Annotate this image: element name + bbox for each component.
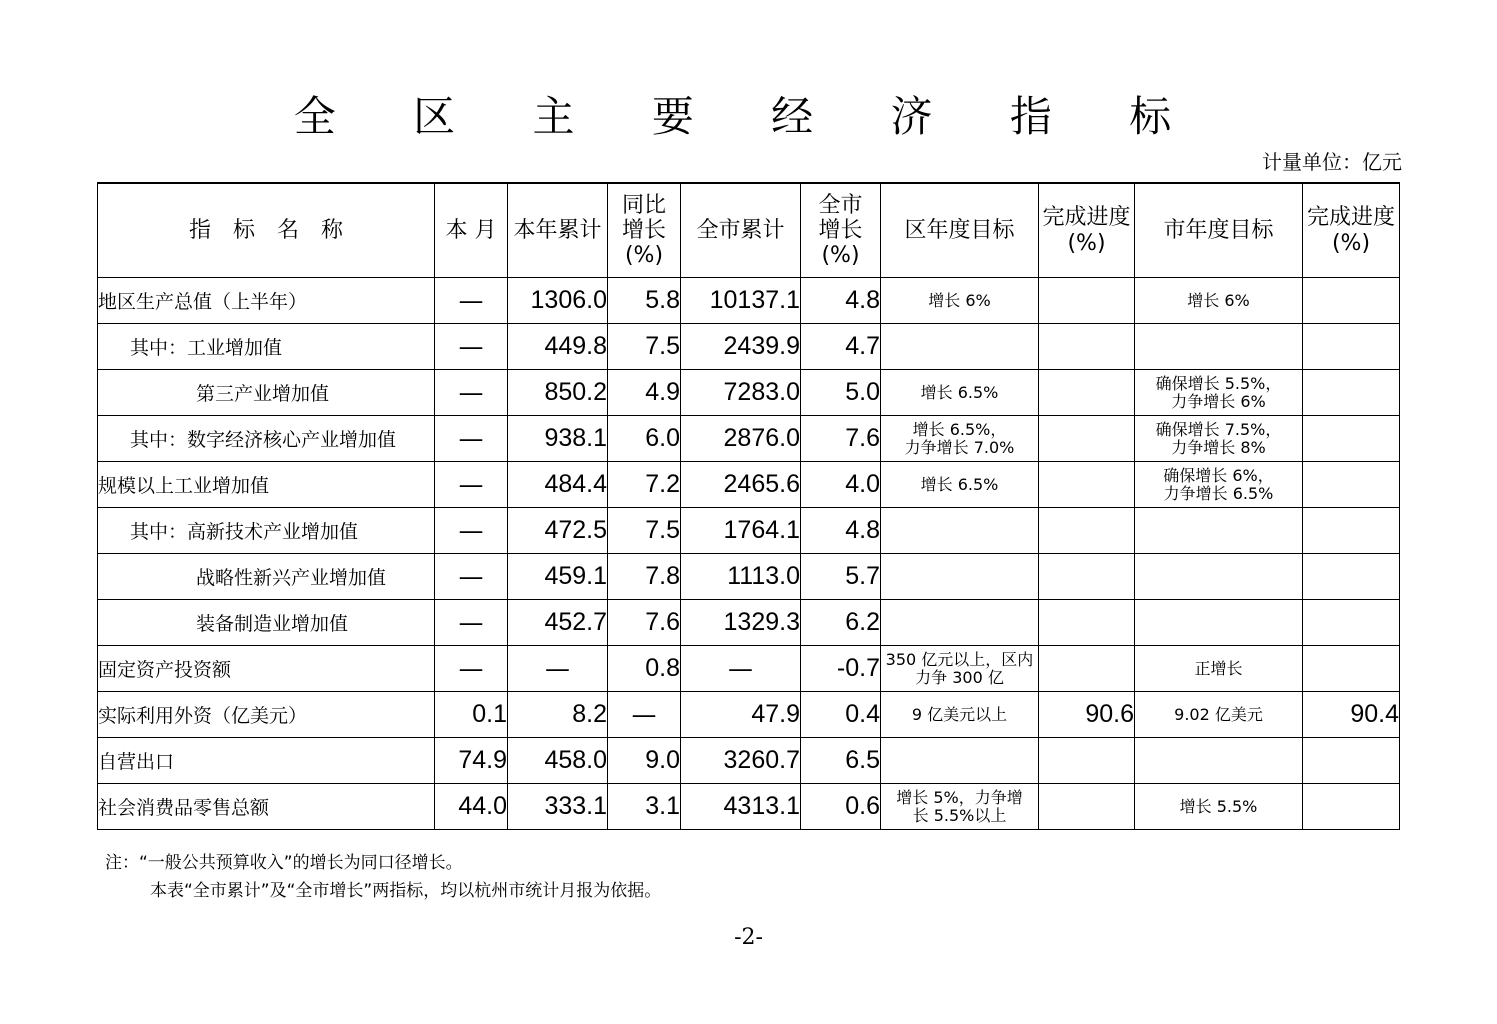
- table-cell: 5.7: [801, 554, 881, 600]
- table-cell: [1039, 738, 1135, 784]
- note-line-2: 本表“全市累计”及“全市增长”两指标，均以杭州市统计月报为依据。: [150, 881, 662, 901]
- table-cell: 6.2: [801, 600, 881, 646]
- table-cell: [1039, 508, 1135, 554]
- indicator-name-cell: 战略性新兴产业增加值: [98, 554, 435, 600]
- table-cell: —: [435, 278, 508, 324]
- table-cell: —: [608, 692, 681, 738]
- table-cell: 5.0: [801, 370, 881, 416]
- table-cell: 4.8: [801, 508, 881, 554]
- table-cell: 7.2: [608, 462, 681, 508]
- page-number: -2-: [734, 925, 763, 950]
- indicator-name-cell: 其中：高新技术产业增加值: [98, 508, 435, 554]
- header-cell: 完成进度 (%): [1039, 183, 1135, 278]
- table-header-row: [98, 183, 1400, 278]
- table-cell: 938.1: [508, 416, 608, 462]
- page-title: 全 区 主 要 经 济 指 标: [293, 92, 1204, 141]
- table-cell: [1303, 738, 1400, 784]
- table-cell: [1039, 784, 1135, 830]
- table-cell: 增长 5%，力争增 长 5.5%以上: [881, 784, 1039, 830]
- table-cell: [1303, 416, 1400, 462]
- indicator-name-cell: 其中：工业增加值: [98, 324, 435, 370]
- indicator-name-cell: 规模以上工业增加值: [98, 462, 435, 508]
- table-cell: 7.6: [608, 600, 681, 646]
- table-row: [98, 416, 1400, 462]
- table-cell: 1113.0: [681, 554, 801, 600]
- table-cell: [1303, 462, 1400, 508]
- table-cell: 6.0: [608, 416, 681, 462]
- table-cell: 7.6: [801, 416, 881, 462]
- table-cell: 7.8: [608, 554, 681, 600]
- indicator-name-cell: 固定资产投资额: [98, 646, 435, 692]
- table-row: [98, 784, 1400, 830]
- note-line-1: 注：“一般公共预算收入”的增长为同口径增长。: [105, 853, 463, 873]
- table-cell: 850.2: [508, 370, 608, 416]
- table-cell: 2465.6: [681, 462, 801, 508]
- table-cell: 4.7: [801, 324, 881, 370]
- table-cell: [1303, 646, 1400, 692]
- table-cell: [1303, 508, 1400, 554]
- table-cell: 47.9: [681, 692, 801, 738]
- table-cell: [881, 508, 1039, 554]
- table-row: [98, 646, 1400, 692]
- table-cell: 1764.1: [681, 508, 801, 554]
- table-cell: [1039, 462, 1135, 508]
- header-cell: 指 标 名 称: [98, 183, 435, 278]
- table-cell: 增长 6.5%， 力争增长 7.0%: [881, 416, 1039, 462]
- header-cell: 本年累计: [508, 183, 608, 278]
- table-cell: [1303, 784, 1400, 830]
- table-cell: [881, 324, 1039, 370]
- table-cell: 0.8: [608, 646, 681, 692]
- table-cell: 5.8: [608, 278, 681, 324]
- table-cell: 4.9: [608, 370, 681, 416]
- table-cell: [1039, 646, 1135, 692]
- table-cell: 333.1: [508, 784, 608, 830]
- table-cell: 3260.7: [681, 738, 801, 784]
- header-cell: 同比 增长 (%): [608, 183, 681, 278]
- indicator-name-cell: 自营出口: [98, 738, 435, 784]
- table-cell: 9.02 亿美元: [1135, 692, 1303, 738]
- table-cell: 1306.0: [508, 278, 608, 324]
- table-cell: 7.5: [608, 324, 681, 370]
- table-cell: 4313.1: [681, 784, 801, 830]
- table-cell: 0.6: [801, 784, 881, 830]
- table-cell: [1039, 600, 1135, 646]
- unit-label: 计量单位：亿元: [1262, 150, 1402, 174]
- table-cell: 484.4: [508, 462, 608, 508]
- table-row: [98, 692, 1400, 738]
- table-cell: 增长 5.5%: [1135, 784, 1303, 830]
- table-cell: 3.1: [608, 784, 681, 830]
- table-cell: 458.0: [508, 738, 608, 784]
- table-cell: [1303, 370, 1400, 416]
- table-cell: 1329.3: [681, 600, 801, 646]
- table-cell: —: [435, 324, 508, 370]
- indicator-name-cell: 装备制造业增加值: [98, 600, 435, 646]
- table-cell: —: [435, 462, 508, 508]
- table-cell: 90.6: [1039, 692, 1135, 738]
- table-cell: [1135, 508, 1303, 554]
- table-cell: 0.1: [435, 692, 508, 738]
- table-cell: 确保增长 5.5%， 力争增长 6%: [1135, 370, 1303, 416]
- table-row: [98, 324, 1400, 370]
- table-cell: —: [435, 370, 508, 416]
- table-cell: 2439.9: [681, 324, 801, 370]
- table-cell: [1135, 324, 1303, 370]
- table-cell: —: [435, 508, 508, 554]
- header-cell: 全市 增长 (%): [801, 183, 881, 278]
- table-cell: [1303, 600, 1400, 646]
- table-cell: 9.0: [608, 738, 681, 784]
- table-cell: [1135, 600, 1303, 646]
- table-cell: [1039, 370, 1135, 416]
- table-row: [98, 508, 1400, 554]
- table-cell: 7.5: [608, 508, 681, 554]
- table-cell: [881, 554, 1039, 600]
- table-cell: [1039, 554, 1135, 600]
- table-cell: [1039, 416, 1135, 462]
- indicator-name-cell: 实际利用外资（亿美元）: [98, 692, 435, 738]
- table-cell: 增长 6.5%: [881, 462, 1039, 508]
- table-row: [98, 278, 1400, 324]
- table-cell: [1039, 278, 1135, 324]
- header-cell: 区年度目标: [881, 183, 1039, 278]
- table-cell: [881, 600, 1039, 646]
- table-cell: 74.9: [435, 738, 508, 784]
- table-cell: 增长 6.5%: [881, 370, 1039, 416]
- table-cell: —: [435, 600, 508, 646]
- table-cell: 452.7: [508, 600, 608, 646]
- table-cell: [1303, 324, 1400, 370]
- table-row: [98, 370, 1400, 416]
- header-cell: 本 月: [435, 183, 508, 278]
- table-cell: 7283.0: [681, 370, 801, 416]
- table-cell: 8.2: [508, 692, 608, 738]
- table-cell: 确保增长 7.5%， 力争增长 8%: [1135, 416, 1303, 462]
- table-cell: 正增长: [1135, 646, 1303, 692]
- indicator-table: [97, 182, 1400, 830]
- table-cell: [1135, 738, 1303, 784]
- indicator-name-cell: 其中：数字经济核心产业增加值: [98, 416, 435, 462]
- table-cell: 增长 6%: [881, 278, 1039, 324]
- table-cell: 确保增长 6%， 力争增长 6.5%: [1135, 462, 1303, 508]
- indicator-name-cell: 第三产业增加值: [98, 370, 435, 416]
- header-cell: 完成进度 (%): [1303, 183, 1400, 278]
- table-cell: [881, 738, 1039, 784]
- table-cell: 10137.1: [681, 278, 801, 324]
- table-cell: [1039, 324, 1135, 370]
- table-cell: 44.0: [435, 784, 508, 830]
- table-cell: 459.1: [508, 554, 608, 600]
- table-cell: 449.8: [508, 324, 608, 370]
- table-cell: —: [435, 646, 508, 692]
- header-cell: 全市累计: [681, 183, 801, 278]
- table-row: [98, 462, 1400, 508]
- table-row: [98, 600, 1400, 646]
- table-cell: 0.4: [801, 692, 881, 738]
- table-cell: —: [435, 554, 508, 600]
- header-cell: 市年度目标: [1135, 183, 1303, 278]
- indicator-name-cell: 地区生产总值（上半年）: [98, 278, 435, 324]
- table-cell: -0.7: [801, 646, 881, 692]
- table-cell: 4.8: [801, 278, 881, 324]
- table-cell: 6.5: [801, 738, 881, 784]
- table-cell: 2876.0: [681, 416, 801, 462]
- table-cell: —: [508, 646, 608, 692]
- table-cell: 90.4: [1303, 692, 1400, 738]
- table-cell: [1135, 554, 1303, 600]
- table-row: [98, 554, 1400, 600]
- table-cell: 9 亿美元以上: [881, 692, 1039, 738]
- table-cell: 350 亿元以上，区内 力争 300 亿: [881, 646, 1039, 692]
- table-cell: 472.5: [508, 508, 608, 554]
- table-cell: —: [681, 646, 801, 692]
- table-cell: [1303, 554, 1400, 600]
- table-cell: [1303, 278, 1400, 324]
- table-cell: —: [435, 416, 508, 462]
- table-cell: 4.0: [801, 462, 881, 508]
- table-row: [98, 738, 1400, 784]
- table-cell: 增长 6%: [1135, 278, 1303, 324]
- indicator-name-cell: 社会消费品零售总额: [98, 784, 435, 830]
